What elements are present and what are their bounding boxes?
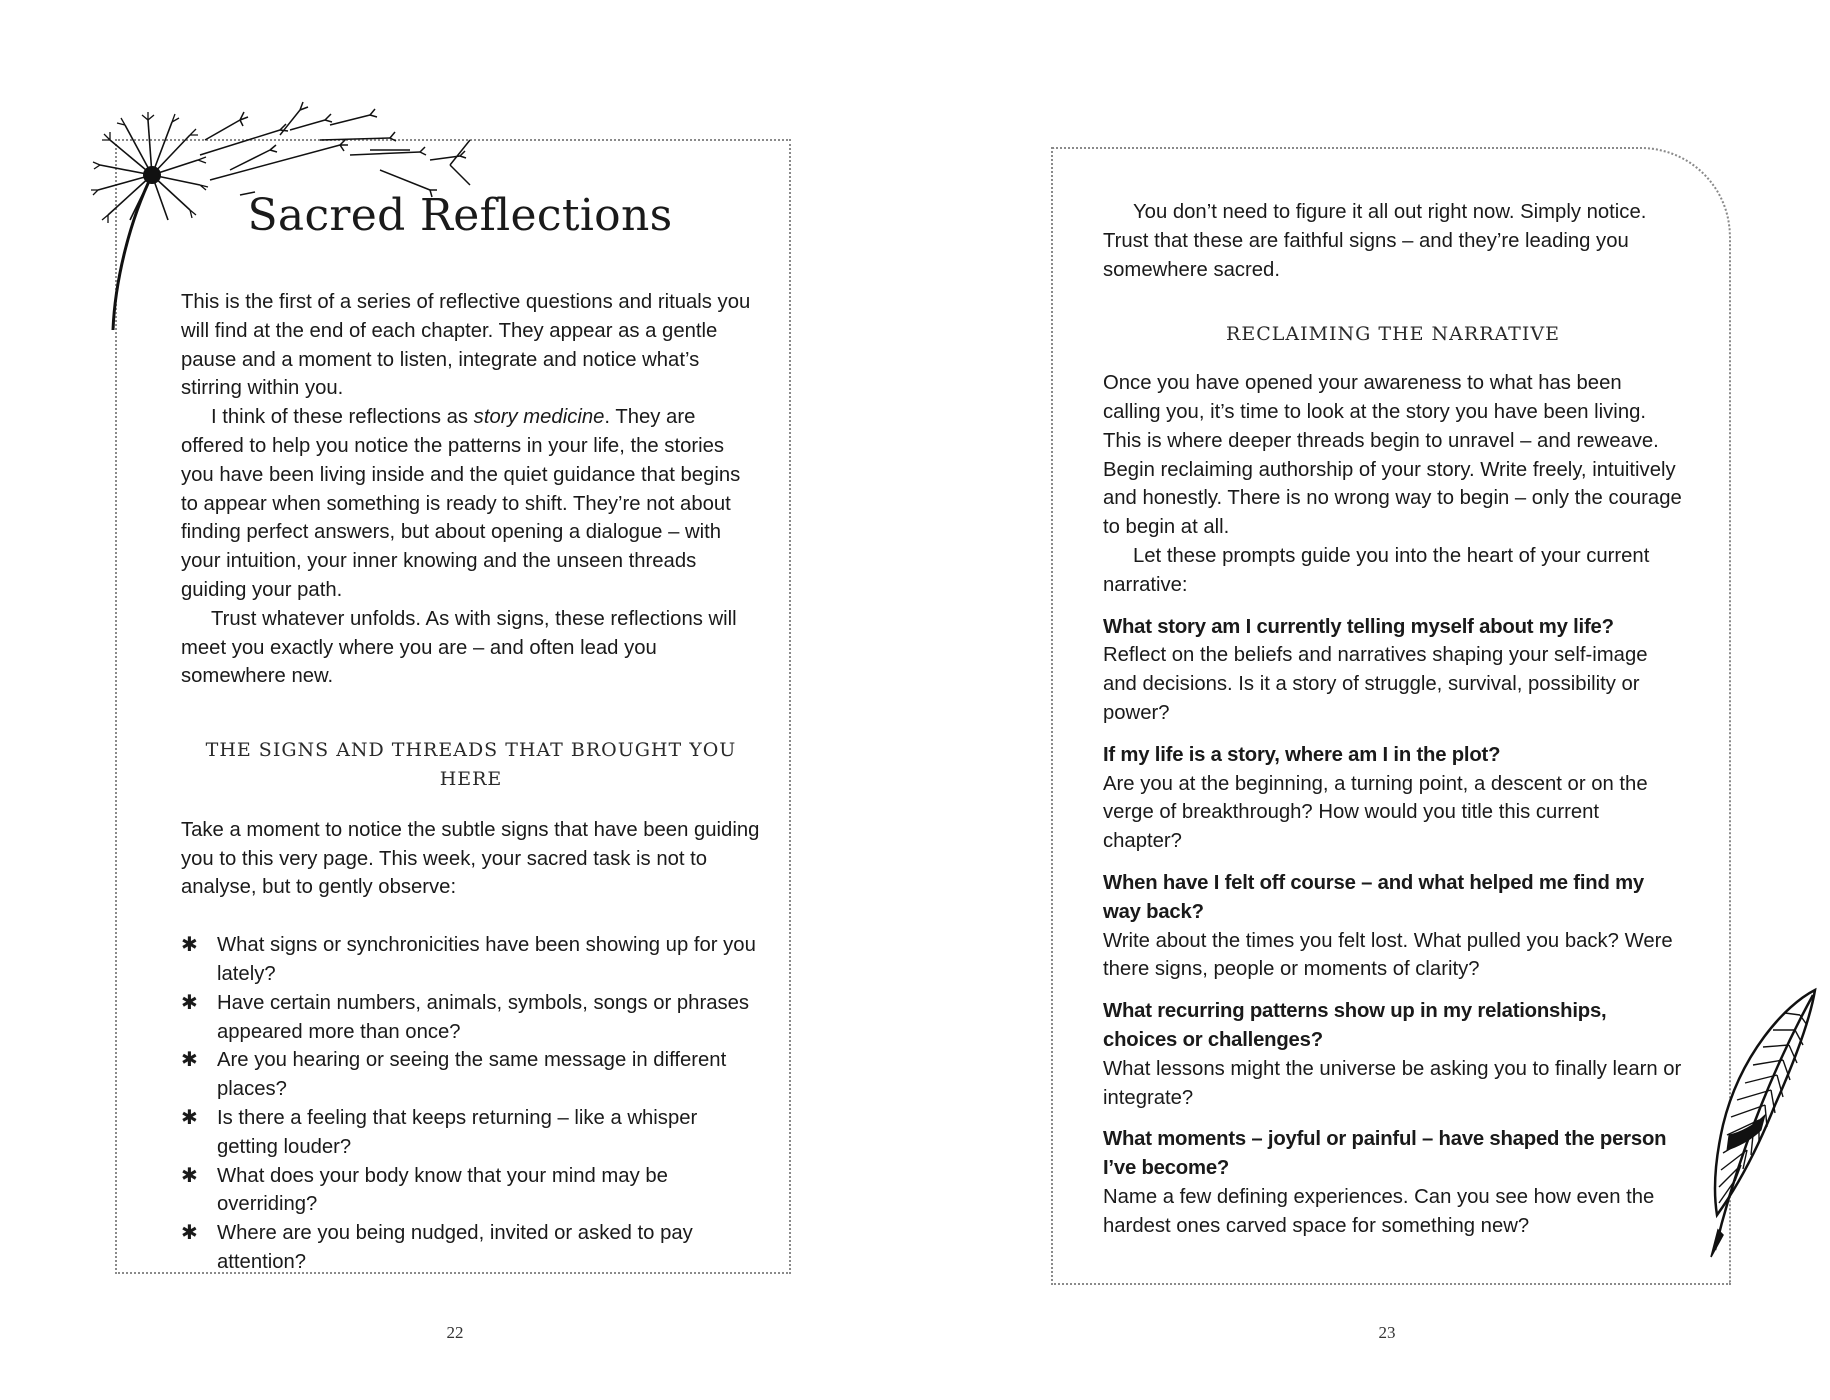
prompt-block xyxy=(1103,613,1683,728)
list-item xyxy=(181,1162,761,1220)
page-number-right: 23 xyxy=(1378,1323,1396,1342)
page-title: Sacred Reflections xyxy=(247,190,673,241)
page-number-left: 22 xyxy=(446,1323,464,1342)
signs-question-list xyxy=(181,931,761,1277)
prompt-answer: Name a few defining experiences. Can you see how even the hardest ones carved space for something new? xyxy=(1103,1185,1655,1237)
prompt-answer: Write about the times you felt lost. What pulled you back? Were there signs, people or moments of clarity? xyxy=(1103,929,1673,981)
section-heading-signs: THE SIGNS AND THREADS THAT BROUGHT YOU HERE xyxy=(205,739,737,790)
list-item xyxy=(181,1046,761,1104)
list-item xyxy=(181,1104,761,1162)
trust-paragraph: Trust whatever unfolds. As with signs, these reflections will meet you exactly where you are – and often lead you somewhere new. xyxy=(181,607,737,688)
left-page-content xyxy=(181,288,761,1277)
prompt-question: When have I felt off course – and what helped me find my way back? xyxy=(1103,871,1644,923)
asterisk-bullet-icon: ✱ xyxy=(181,1106,198,1129)
prompt-question: What moments – joyful or painful – have shaped the person I’ve become? xyxy=(1103,1128,1667,1180)
bullet-text: Is there a feeling that keeps returning – like a whisper getting louder? xyxy=(217,1106,698,1158)
bullet-text: Are you hearing or seeing the same message in different places? xyxy=(217,1049,727,1101)
section-heading-narrative: RECLAIMING THE NARRATIVE xyxy=(1226,323,1560,346)
paragraph-text: I think of these reflections as xyxy=(211,406,474,429)
right-page-content xyxy=(1103,198,1683,1254)
prompt-answer: Reflect on the beliefs and narratives shaping your self-image and decisions. Is it a story of struggle, survival, possibility or power? xyxy=(1103,644,1648,724)
list-item xyxy=(181,1219,761,1277)
prompt-block xyxy=(1103,997,1683,1112)
bullet-text: Where are you being nudged, invited or asked to pay attention? xyxy=(217,1222,693,1273)
prompt-answer: What lessons might the universe be asking you to finally learn or integrate? xyxy=(1103,1057,1682,1109)
asterisk-bullet-icon: ✱ xyxy=(181,934,198,957)
intro-paragraph: This is the first of a series of reflective questions and rituals you will find at the end of each chapter. They appear as a gentle pause and a moment to listen, integrate and notice what’s stirring within you. xyxy=(181,291,751,400)
paragraph-text: . They are offered to help you notice the patterns in your life, the stories you have been living inside and the quiet guidance that begins to appear when something is ready to shift. They’re not about finding perfect answers, but about opening a dialogue – with your intuition, your inner knowing and the unseen threads guiding your path. xyxy=(181,406,741,601)
section-intro: Take a moment to notice the subtle signs that have been guiding you to this very page. This week, your sacred task is not to analyse, but to gently observe: xyxy=(181,818,760,899)
prompt-block xyxy=(1103,741,1683,856)
prompts-lead-paragraph: Let these prompts guide you into the heart of your current narrative: xyxy=(1103,544,1650,596)
list-item xyxy=(181,989,761,1047)
prompt-question: What recurring patterns show up in my relationships, choices or challenges? xyxy=(1103,1000,1607,1051)
italic-term: story medicine xyxy=(473,406,605,429)
bullet-text: What does your body know that your mind may be overriding? xyxy=(217,1164,668,1216)
bullet-text: Have certain numbers, animals, symbols, songs or phrases appeared more than once? xyxy=(217,991,750,1043)
opening-paragraph: You don’t need to figure it all out right now. Simply notice. Trust that these are faithful signs – and they’re leading you somewhere sacred. xyxy=(1103,201,1647,281)
prompt-block xyxy=(1103,1125,1683,1240)
asterisk-bullet-icon: ✱ xyxy=(181,1049,198,1072)
prompt-question: What story am I currently telling myself about my life? xyxy=(1103,615,1614,638)
feather-quill-icon xyxy=(1685,985,1825,1265)
asterisk-bullet-icon: ✱ xyxy=(181,1164,198,1187)
list-item xyxy=(181,931,761,989)
bullet-text: What signs or synchronicities have been showing up for you lately? xyxy=(217,934,756,985)
narrative-paragraph: Once you have opened your awareness to what has been calling you, it’s time to look at the story you have been living. This is where deeper threads begin to unravel – and reweave. Begin reclaiming authorship of your story. Write freely, intuitively and honestly. There is no wrong way to begin – only the courage to begin at all. xyxy=(1103,372,1682,539)
story-medicine-paragraph xyxy=(181,403,761,605)
prompt-question: If my life is a story, where am I in the plot? xyxy=(1103,743,1501,766)
prompt-answer: Are you at the beginning, a turning point, a descent or on the verge of breakthrough? How would you title this current chapter? xyxy=(1103,772,1648,853)
asterisk-bullet-icon: ✱ xyxy=(181,991,198,1014)
asterisk-bullet-icon: ✱ xyxy=(181,1222,198,1245)
prompt-block xyxy=(1103,869,1683,984)
